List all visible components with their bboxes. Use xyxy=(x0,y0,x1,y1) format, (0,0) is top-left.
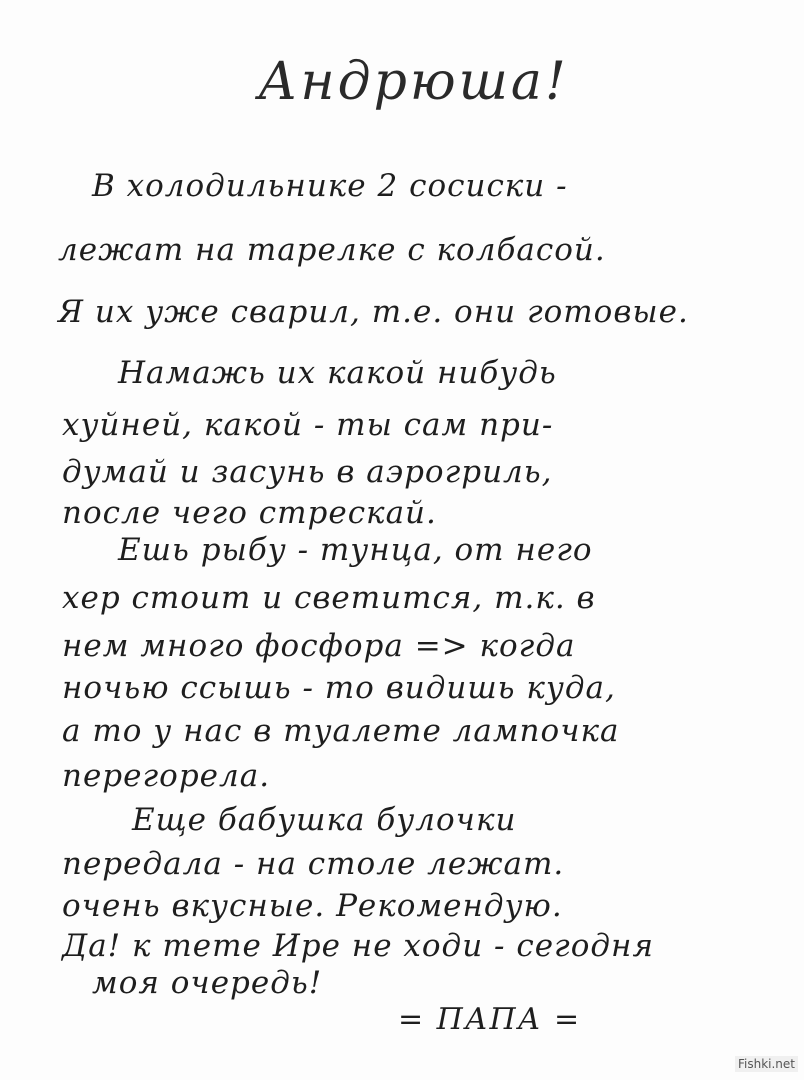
note-line: ночью ссышь - то видишь куда, xyxy=(62,670,616,706)
note-line: нем много фосфора => когда xyxy=(62,628,576,664)
note-line: думай и засунь в аэрогриль, xyxy=(62,454,553,490)
watermark: Fishki.net xyxy=(735,1056,798,1072)
note-line: Еще бабушка булочки xyxy=(132,802,517,838)
note-line: очень вкусные. Рекомендую. xyxy=(62,888,563,924)
note-line: после чего стрескай. xyxy=(62,495,437,531)
note-line: Намажь их какой нибудь xyxy=(118,355,557,391)
note-line: хер стоит и светится, т.к. в xyxy=(62,580,596,616)
note-line: перегорела. xyxy=(62,758,271,794)
note-signature: = ПАПА = xyxy=(398,1002,582,1037)
note-title: Андрюша! xyxy=(258,52,569,112)
note-line: хуйней, какой - ты сам при- xyxy=(62,407,554,443)
note-line: В холодильнике 2 сосиски - xyxy=(92,168,568,204)
note-line: передала - на столе лежат. xyxy=(62,846,565,882)
note-line: а то у нас в туалете лампочка xyxy=(62,713,620,749)
note-line: Я их уже сварил, т.е. они готовые. xyxy=(58,294,689,330)
note-line: Да! к тете Ире не ходи - сегодня xyxy=(62,928,654,964)
note-line: Ешь рыбу - тунца, от него xyxy=(118,532,593,568)
note-line: моя очередь! xyxy=(92,965,323,1001)
note-line: лежат на тарелке с колбасой. xyxy=(58,232,606,268)
